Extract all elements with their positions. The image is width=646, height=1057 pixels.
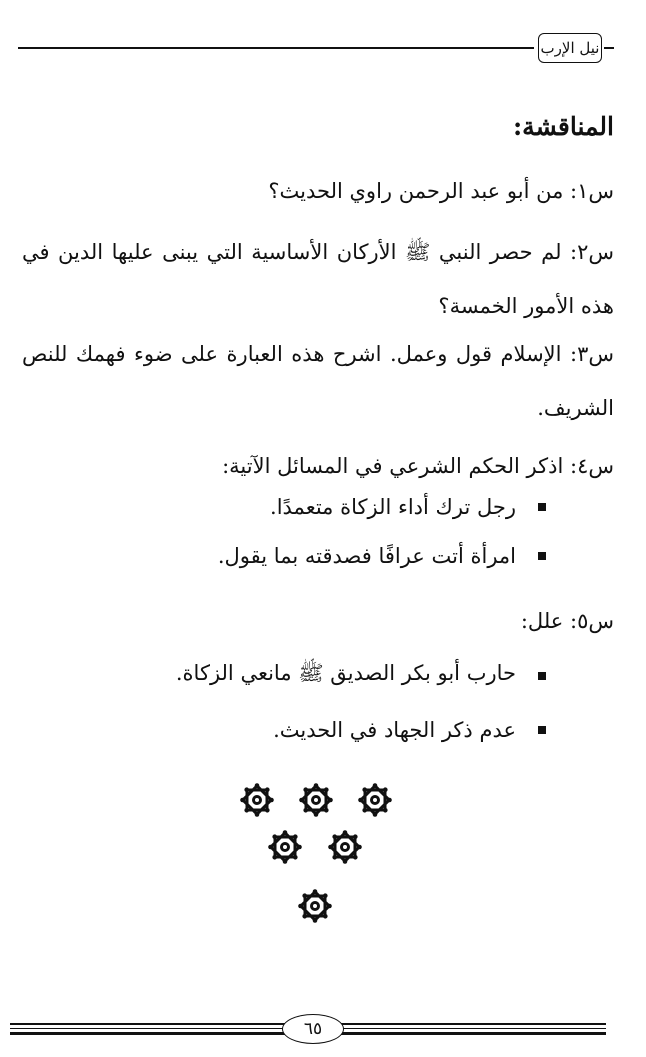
- eight-point-star-icon: [328, 830, 362, 864]
- bullet-square-icon: [538, 552, 546, 560]
- bullet-square-icon: [538, 726, 546, 734]
- header-rule-left: [18, 47, 534, 49]
- question-4: س٤: اذكر الحكم الشرعي في المسائل الآتية:: [222, 454, 614, 478]
- question-1: س١: من أبو عبد الرحمن راوي الحديث؟: [268, 179, 614, 203]
- bullet-square-icon: [538, 672, 546, 680]
- eight-point-star-icon: [268, 830, 302, 864]
- list-item-text: حارب أبو بكر الصديق ﷺ مانعي الزكاة.: [175, 661, 516, 685]
- list-item-text: عدم ذكر الجهاد في الحديث.: [273, 718, 516, 742]
- eight-point-star-icon: [240, 783, 274, 817]
- list-item-text: امرأة أتت عرافًا فصدقته بما يقول.: [217, 544, 516, 568]
- eight-point-star-icon: [299, 783, 333, 817]
- list-item-text: رجل ترك أداء الزكاة متعمدًا.: [270, 495, 516, 519]
- header-rule-right: [604, 47, 614, 49]
- bullet-square-icon: [538, 503, 546, 511]
- eight-point-star-icon: [298, 889, 332, 923]
- eight-point-star-icon: [358, 783, 392, 817]
- question-3: س٣: الإسلام قول وعمل. اشرح هذه العبارة على ضوء فهمك للنص الشريف.: [22, 342, 614, 420]
- book-title: نيل الإرب: [538, 33, 602, 63]
- list-item: [176, 660, 546, 691]
- list-item: [218, 544, 546, 568]
- list-item: [270, 495, 546, 519]
- page-number: ٦٥: [282, 1014, 344, 1044]
- section-heading: المناقشة:: [512, 112, 614, 141]
- list-item: [273, 718, 546, 742]
- question-2: س٢: لم حصر النبي ﷺ الأركان الأساسية التي يبنى عليها الدين في هذه الأمور الخمسة؟: [22, 240, 614, 318]
- question-5: س٥: علل:: [520, 609, 614, 633]
